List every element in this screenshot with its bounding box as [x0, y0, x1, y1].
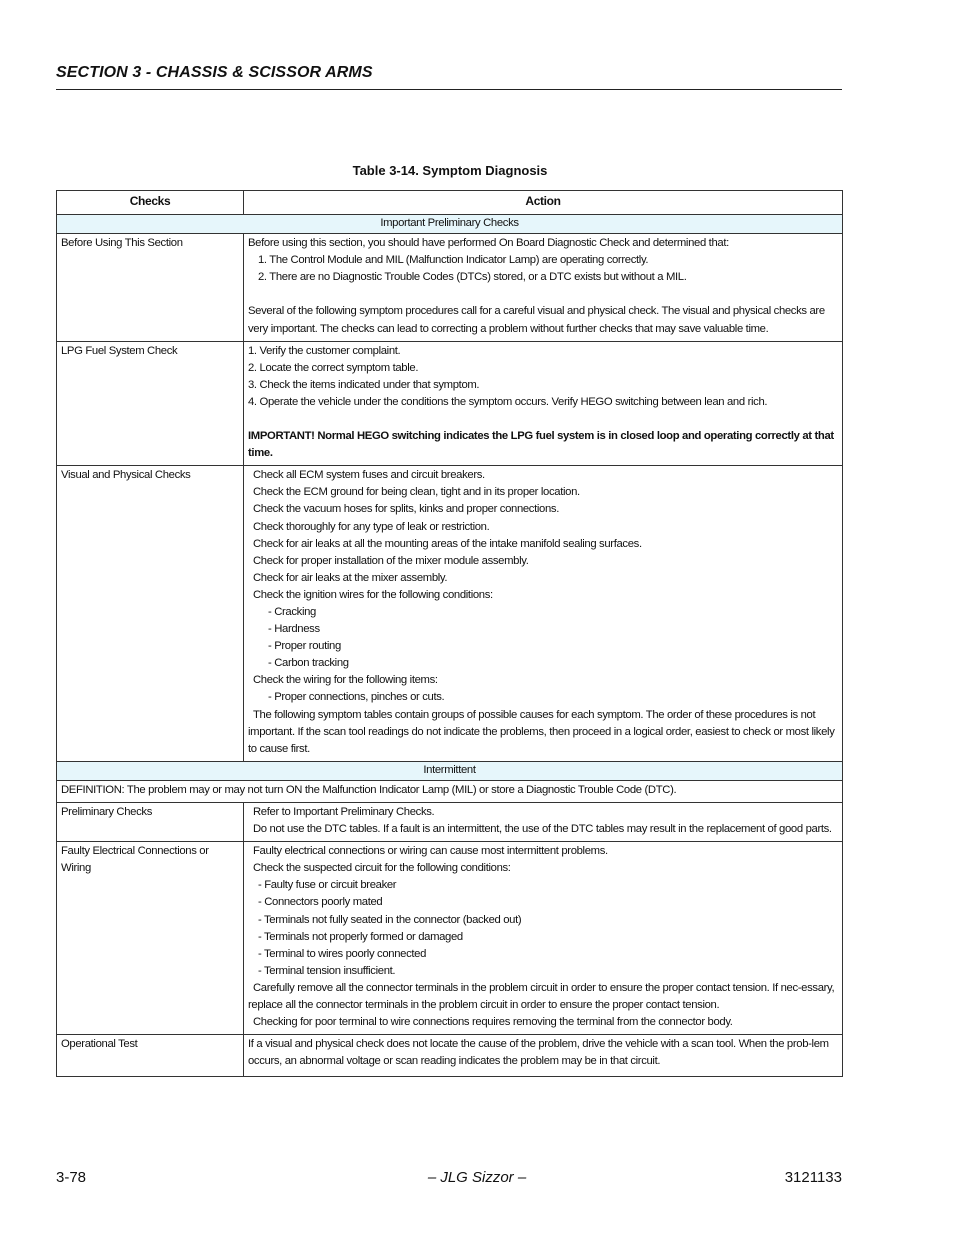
page-number: 3-78 [56, 1169, 87, 1186]
spacer [248, 411, 838, 428]
condition-item: - Carbon tracking [268, 657, 349, 670]
action-line: 1. Verify the customer complaint. [248, 344, 401, 357]
action-line: 1. The Control Module and MIL (Malfunction Indicator Lamp) are operating correctly. [258, 254, 649, 267]
column-header-action: Action [244, 191, 843, 215]
check-cell: LPG Fuel System Check [57, 341, 244, 466]
table-header-row [57, 191, 843, 215]
action-line: Check thoroughly for any type of leak or restriction. [253, 520, 490, 533]
condition-item: - Hardness [268, 623, 320, 636]
condition-item: - Proper connections, pinches or cuts. [268, 691, 445, 704]
definition-cell: DEFINITION: The problem may or may not turn ON the Malfunction Indicator Lamp (MIL) or store a Diagnostic Trouble Code (DTC). [57, 780, 843, 802]
action-line: Faulty electrical connections or wiring can cause most intermittent problems. [253, 845, 608, 858]
condition-item: - Terminals not properly formed or damaged [258, 930, 463, 943]
action-cell [244, 341, 843, 466]
action-paragraph: If a visual and physical check does not locate the cause of the problem, drive the vehicle with a scan tool. When the prob-lem occurs, an abnormal voltage or scan reading indicates the problem may be in that circuit. [248, 1038, 829, 1068]
action-line: 4. Operate the vehicle under the conditions the symptom occurs. Verify HEGO switching between lean and rich. [248, 395, 768, 408]
action-line: Check the suspected circuit for the following conditions: [253, 862, 511, 875]
condition-item: - Proper routing [268, 640, 341, 653]
document-number: 3121133 [784, 1169, 842, 1186]
check-cell: Visual and Physical Checks [57, 466, 244, 762]
table-row [57, 234, 843, 341]
table-title: Table 3-14. Symptom Diagnosis [352, 163, 548, 178]
action-cell [244, 842, 843, 1035]
action-line: Checking for poor terminal to wire connections requires removing the terminal from the connector body. [253, 1016, 733, 1029]
check-cell: Operational Test [57, 1035, 244, 1077]
action-line: Refer to Important Preliminary Checks. [253, 806, 435, 818]
header-rule [56, 89, 842, 90]
action-paragraph: Carefully remove all the connector terminals in the problem circuit in order to ensure the proper contact tension. If nec-essary, replace all the connector terminals in the problem circuit in order to ensure the proper contact tension. [248, 981, 835, 1012]
condition-item: - Connectors poorly mated [258, 896, 383, 909]
condition-item: - Cracking [268, 605, 316, 618]
spacer [248, 286, 838, 303]
action-paragraph: Several of the following symptom procedures call for a careful visual and physical check. The visual and physical checks are very important. The checks can lead to correcting a problem without further checks that may save valuable time. [248, 305, 825, 335]
action-cell [244, 803, 843, 842]
table-row [57, 466, 843, 762]
action-line: Check the ignition wires for the following conditions: [253, 588, 493, 601]
symptom-diagnosis-table [56, 190, 843, 1077]
action-line: Check for air leaks at all the mounting areas of the intake manifold sealing surfaces. [253, 537, 642, 550]
condition-item: - Terminal tension insufficient. [258, 964, 396, 977]
action-cell [244, 466, 843, 762]
action-cell [244, 234, 843, 341]
band-row-intermittent [57, 761, 843, 780]
table-row [57, 842, 843, 1035]
table-row [57, 803, 843, 842]
action-line: 3. Check the items indicated under that symptom. [248, 378, 480, 391]
action-line: Check the wiring for the following items: [253, 674, 438, 687]
table-row [57, 1035, 843, 1077]
footer-title: – JLG Sizzor – [427, 1169, 527, 1186]
check-cell: Preliminary Checks [57, 803, 244, 842]
action-line: Check for proper installation of the mixer module assembly. [253, 554, 529, 567]
column-header-checks: Checks [57, 191, 244, 215]
action-line: 2. Locate the correct symptom table. [248, 361, 419, 374]
action-line: Check for air leaks at the mixer assembly. [253, 571, 448, 584]
check-cell: Faulty Electrical Connections or Wiring [57, 842, 244, 1035]
action-paragraph: Do not use the DTC tables. If a fault is an intermittent, the use of the DTC tables may result in the replacement of good parts. [253, 823, 832, 836]
section-header: SECTION 3 - CHASSIS & SCISSOR ARMS [56, 64, 373, 81]
condition-item: - Terminals not fully seated in the connector (backed out) [258, 913, 522, 926]
check-cell: Before Using This Section [57, 234, 244, 341]
action-line: Before using this section, you should have performed On Board Diagnostic Check and determined that: [248, 237, 729, 250]
band-label: Intermittent [57, 761, 843, 780]
condition-item: - Terminal to wires poorly connected [258, 947, 427, 960]
important-note: IMPORTANT! Normal HEGO switching indicates the LPG fuel system is in closed loop and operating correctly at that time. [248, 430, 834, 460]
definition-row [57, 780, 843, 802]
action-line: Check the ECM ground for being clean, tight and in its proper location. [253, 486, 580, 499]
table-row [57, 341, 843, 466]
action-line: Check the vacuum hoses for splits, kinks and proper connections. [253, 503, 560, 516]
band-label: Important Preliminary Checks [57, 215, 843, 234]
band-row-preliminary [57, 215, 843, 234]
action-line: 2. There are no Diagnostic Trouble Codes (DTCs) stored, or a DTC exists but without a MIL. [258, 271, 687, 284]
action-line: Check all ECM system fuses and circuit breakers. [253, 469, 485, 482]
condition-item: - Faulty fuse or circuit breaker [258, 879, 397, 892]
action-cell [244, 1035, 843, 1077]
action-paragraph: The following symptom tables contain groups of possible causes for each symptom. The order of these procedures is not important. If the scan tool readings do not indicate the problems, then proceed in a logical order, easiest to check or most likely to cause first. [248, 708, 835, 755]
